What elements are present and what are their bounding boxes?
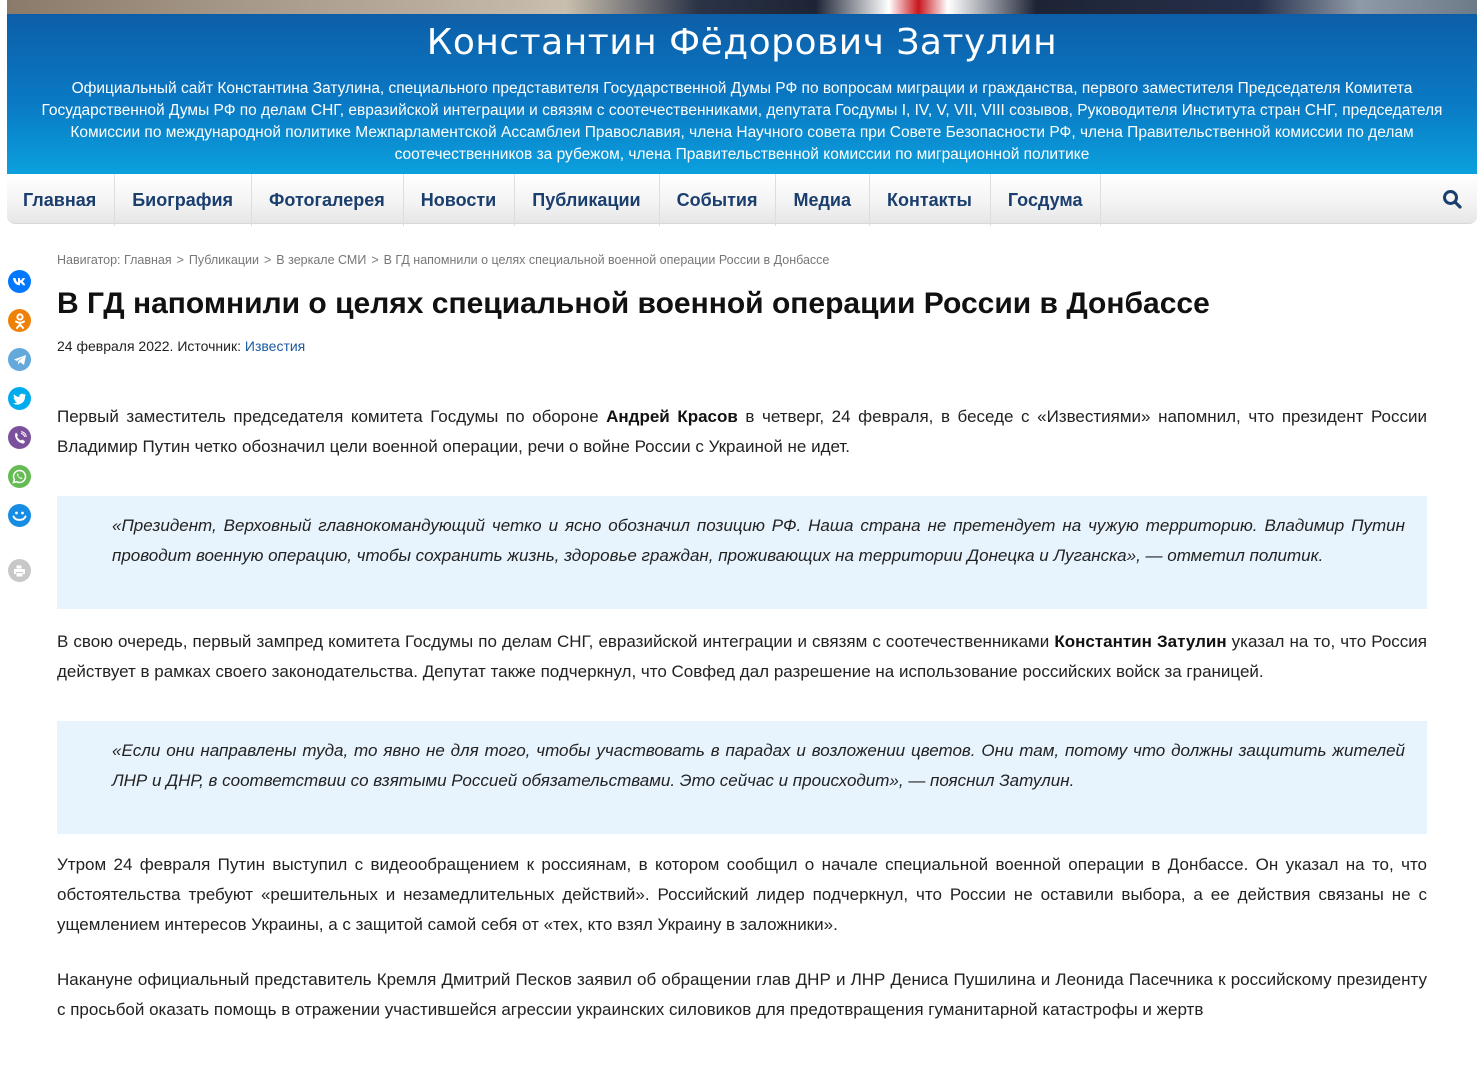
article-title: В ГД напомнили о целях специальной военной операции России в Донбассе [57, 287, 1210, 320]
article-date: 24 февраля 2022. [57, 338, 174, 354]
site-title[interactable]: Константин Фёдорович Затулин [426, 22, 1058, 63]
share-bar [8, 270, 32, 598]
quote-block: «Президент, Верховный главнокомандующий четко и ясно обозначил позицию РФ. Наша страна не претендует на чужую территорию. Владимир Путин проводит военную операцию, чтобы сохранить жизнь, здоровье граждан, проживающих на территории Донецка и Луганска», — отметил политик. [57, 496, 1427, 609]
nav-item-publications[interactable]: Публикации [515, 174, 659, 226]
person-name: Андрей Красов [606, 407, 738, 426]
search-button[interactable] [1427, 174, 1477, 223]
nav-item-gosduma[interactable]: Госдума [991, 174, 1102, 226]
source-link[interactable]: Известия [244, 338, 306, 354]
article-meta [57, 336, 1427, 356]
article-content [57, 250, 1427, 1025]
share-telegram-button[interactable] [8, 348, 31, 371]
breadcrumb-separator: > [371, 253, 379, 267]
viber-icon [13, 431, 27, 445]
header-photo [7, 0, 1477, 14]
share-moimir-button[interactable] [8, 504, 31, 527]
source-label: Источник: [177, 338, 241, 354]
odnoklassniki-icon [14, 313, 26, 329]
article-paragraph [57, 402, 1427, 462]
article-paragraph: Накануне официальный представитель Кремля Дмитрий Песков заявил об обращении глав ДНР и ЛНР Дениса Пушилина и Леонида Пасечника к российскому президенту с просьбой оказать помощь в отражении участившейся агрессии украинских силовиков для предотвращения гуманитарной катастрофы и жертв [57, 970, 1427, 1019]
nav-item-home[interactable]: Главная [7, 174, 115, 226]
breadcrumb-home[interactable]: Главная [124, 253, 172, 267]
nav-item-events[interactable]: События [660, 174, 777, 226]
paragraph-text: в четверг, 24 февраля, в беседе с «Известиями» напомнил, что президент России Владимир Путин четко обозначил цели военной операции, речи о войне России с Украиной не идет. [57, 407, 1427, 456]
share-whatsapp-button[interactable] [8, 465, 31, 488]
moimir-icon [12, 510, 27, 522]
nav-item-biography[interactable]: Биография [115, 174, 252, 226]
share-twitter-button[interactable] [8, 387, 31, 410]
telegram-icon [13, 354, 27, 366]
breadcrumb-separator: > [263, 253, 272, 267]
share-vk-button[interactable] [8, 270, 31, 293]
print-icon [13, 565, 26, 577]
whatsapp-icon [12, 469, 27, 484]
share-viber-button[interactable] [8, 426, 31, 449]
paragraph-text: Первый заместитель председателя комитета Госдумы по обороне [57, 407, 607, 426]
breadcrumb-prefix: Навигатор: [57, 253, 121, 267]
site-header [7, 14, 1477, 174]
twitter-icon [13, 393, 27, 405]
paragraph-text: указал на то, что Россия действует в рамках своего законодательства. Депутат также подчеркнул, что Совфед дал разрешение на использование российских войск за границей. [57, 632, 1427, 681]
nav-item-photogallery[interactable]: Фотогалерея [252, 174, 404, 226]
breadcrumb-separator: > [176, 253, 184, 267]
person-name: Константин Затулин [1054, 632, 1227, 651]
nav-item-contacts[interactable]: Контакты [870, 174, 991, 226]
breadcrumb-publications[interactable]: Публикации [188, 253, 259, 267]
nav-item-news[interactable]: Новости [404, 174, 515, 226]
share-odnoklassniki-button[interactable] [8, 309, 31, 332]
print-button[interactable] [8, 559, 31, 582]
vk-icon [12, 277, 27, 287]
breadcrumb [57, 250, 1427, 270]
article-paragraph [57, 627, 1427, 687]
nav-item-media[interactable]: Медиа [776, 174, 870, 226]
main-nav [7, 174, 1477, 224]
paragraph-text: В свою очередь, первый зампред комитета Госдумы по делам СНГ, евразийской интеграции и связям с соотечественниками [57, 632, 1055, 651]
article-paragraph: Утром 24 февраля Путин выступил с видеообращением к россиянам, в котором сообщил о начале специальной военной операции в Донбассе. Он указал на то, что обстоятельства требуют «решительных и незамедлительных действий». Российский лидер подчеркнул, что России не оставили выбора, а ее действия связаны не с ущемлением интересов Украины, а с защитой самой себя от «тех, кто взял Украину в заложники». [57, 855, 1427, 934]
breadcrumb-media-mirror[interactable]: В зеркале СМИ [276, 253, 367, 267]
quote-block: «Если они направлены туда, то явно не для того, чтобы участвовать в парадах и возложении цветов. Они там, потому что должны защитить жителей ЛНР и ДНР, в соответствии со взятыми Россией обязательствами. Это сейчас и происходит», — пояснил Затулин. [57, 721, 1427, 834]
site-subtitle: Официальный сайт Константина Затулина, специального представителя Государственной Думы РФ по вопросам миграции и гражданства, первого заместителя Председателя Комитета Государственной Думы РФ по делам СНГ, евразийской интеграции и связям с соотечественниками, депутата Госдумы I, IV, V, VII, VIII созывов, Руководителя Института стран СНГ, председателя Комиссии по международной политике Межпарламентской Ассамблеи Православия, члена Научного совета при Совете Безопасности РФ, члена Правительственной комиссии по делам соотечественников за рубежом, члена Правительственной комиссии по миграционной политике [41, 80, 1443, 163]
breadcrumb-current: В ГД напомнили о целях специальной военной операции России в Донбассе [383, 253, 830, 267]
search-icon [1442, 189, 1462, 209]
